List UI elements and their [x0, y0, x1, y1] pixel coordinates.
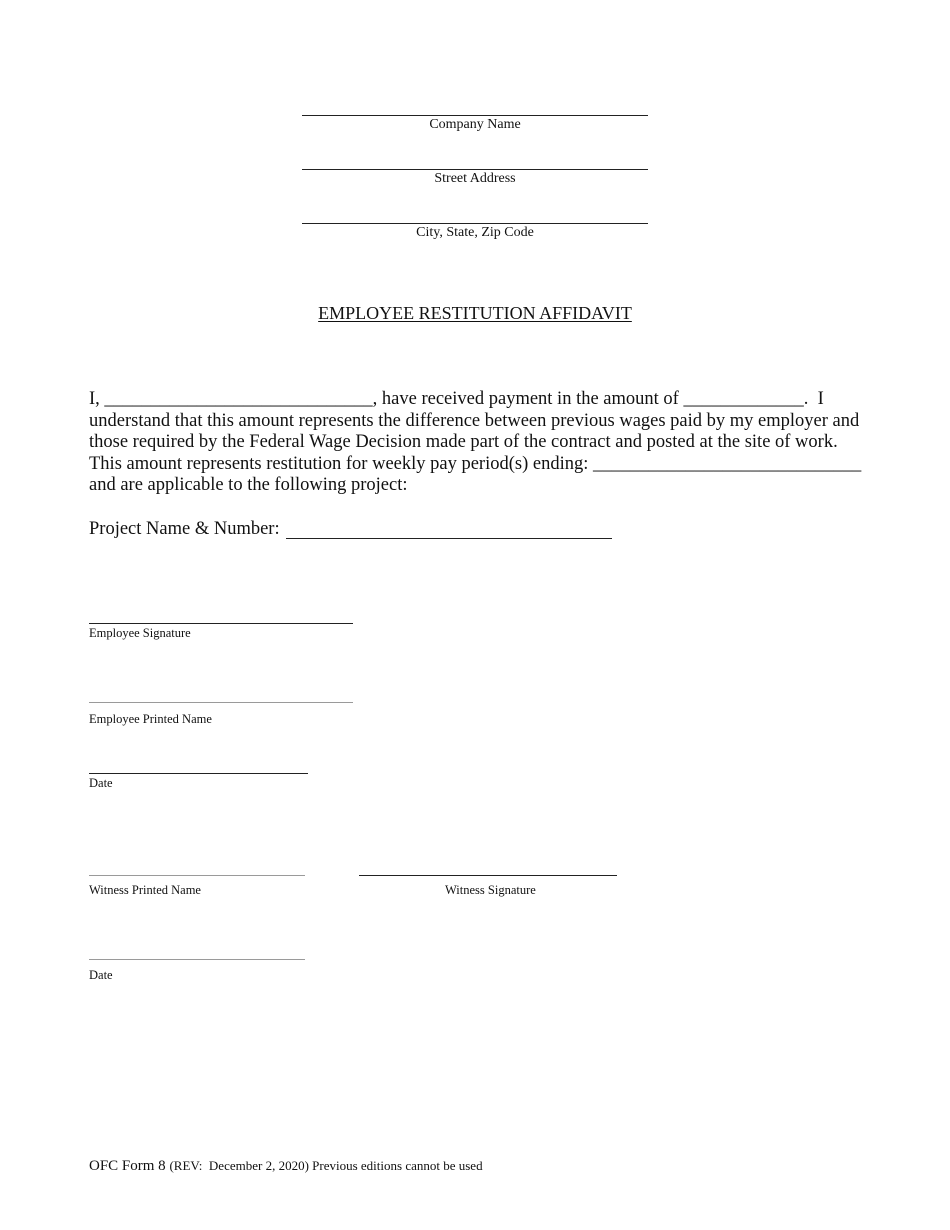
form-footer: [89, 1157, 483, 1175]
affidavit-paragraph: [89, 389, 862, 497]
witness-date-line[interactable]: [89, 959, 305, 960]
document-title: EMPLOYEE RESTITUTION AFFIDAVIT: [318, 303, 632, 323]
employee-printed-name-line[interactable]: [89, 702, 353, 703]
paragraph-line: and are applicable to the following project:: [89, 475, 408, 496]
paragraph-line: those required by the Federal Wage Decision made part of the contract and posted at the site of work.: [89, 432, 838, 453]
witness-signature-label: Witness Signature: [445, 883, 536, 897]
employee-date-label: Date: [89, 776, 113, 790]
street-address-line[interactable]: [302, 169, 648, 170]
project-name-number-line[interactable]: [286, 538, 612, 539]
employee-date-line[interactable]: [89, 773, 308, 774]
city-state-zip-line[interactable]: [302, 223, 648, 224]
street-address-label: Street Address: [434, 171, 516, 186]
company-name-line[interactable]: [302, 115, 648, 116]
paragraph-line: This amount represents restitution for weekly pay period(s) ending: _____________________________: [89, 453, 862, 474]
form-id: OFC Form 8: [89, 1158, 170, 1174]
employee-signature-line[interactable]: [89, 623, 353, 624]
company-name-label: Company Name: [429, 117, 521, 132]
employee-printed-name-label: Employee Printed Name: [89, 712, 212, 726]
witness-signature-line[interactable]: [359, 875, 617, 876]
employee-signature-label: Employee Signature: [89, 626, 191, 640]
witness-printed-name-line[interactable]: [89, 875, 305, 876]
paragraph-line: understand that this amount represents the difference between previous wages paid by my employer and: [89, 410, 860, 431]
project-label: Project Name & Number:: [89, 519, 280, 539]
witness-date-label: Date: [89, 968, 113, 982]
form-revision: (REV: December 2, 2020) Previous editions cannot be used: [169, 1158, 483, 1173]
witness-printed-name-label: Witness Printed Name: [89, 883, 201, 897]
city-state-zip-label: City, State, Zip Code: [416, 225, 534, 240]
paragraph-line: I, _____________________________, have received payment in the amount of _____________. I: [89, 389, 824, 409]
